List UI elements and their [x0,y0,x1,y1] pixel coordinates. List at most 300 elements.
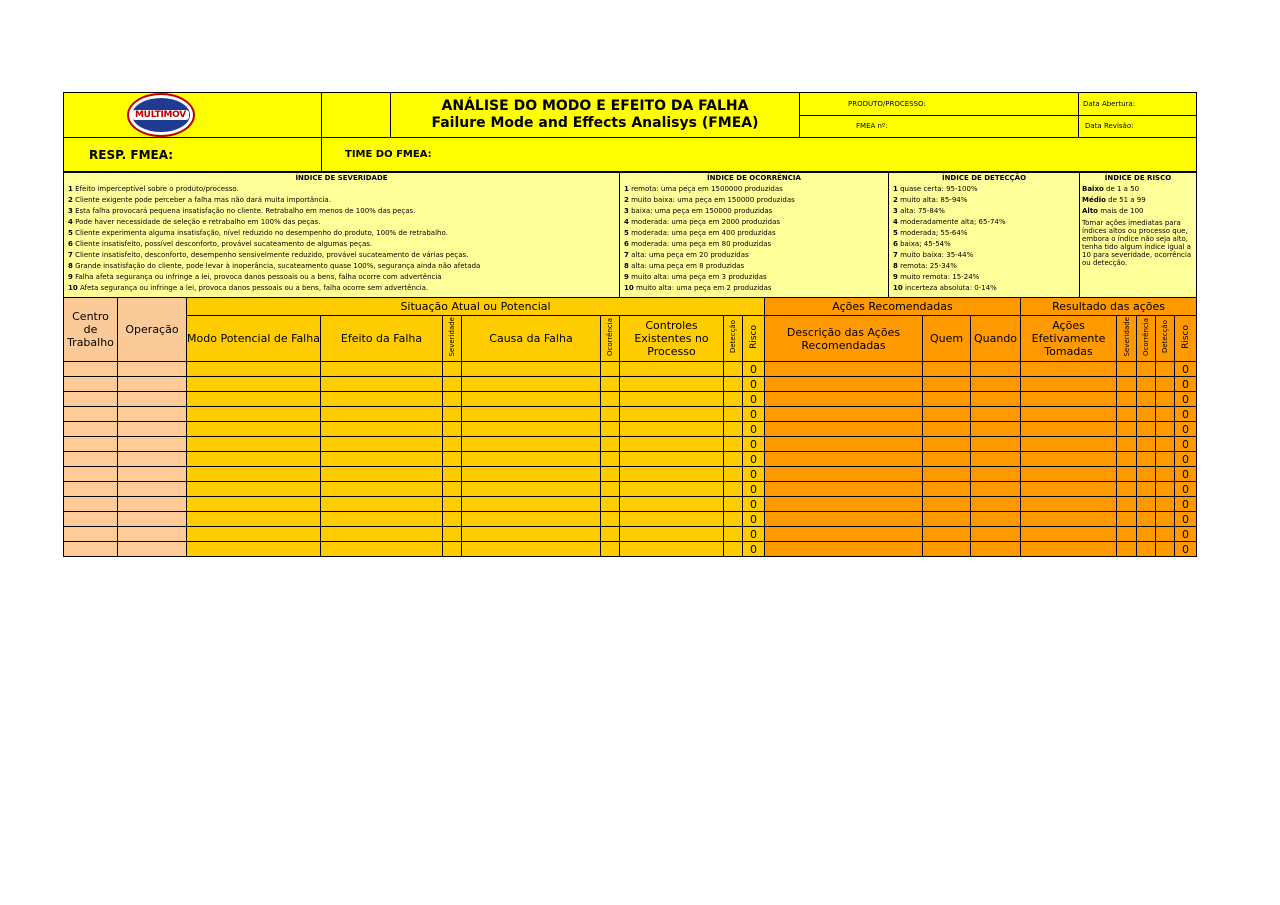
risco-cell[interactable]: 0 [743,482,765,497]
table-cell[interactable] [118,467,187,482]
table-cell[interactable] [1021,482,1117,497]
table-cell[interactable] [187,437,321,452]
table-cell[interactable] [923,377,971,392]
risco-result-cell[interactable]: 0 [1175,452,1197,467]
table-cell[interactable] [1156,452,1175,467]
group-acoes: Ações Recomendadas [765,298,1021,316]
table-cell[interactable] [64,377,118,392]
table-cell[interactable] [724,452,743,467]
table-cell[interactable] [462,482,601,497]
table-cell[interactable] [1156,407,1175,422]
table-cell[interactable] [1117,422,1137,437]
ocorrencia-item: 2 muito baixa: uma peça em 150000 produzidas [624,196,795,204]
table-cell[interactable] [971,482,1021,497]
table-cell[interactable] [443,377,462,392]
table-cell[interactable] [443,422,462,437]
table-cell[interactable] [1156,512,1175,527]
table-cell[interactable] [187,392,321,407]
table-row [64,527,1197,542]
table-cell[interactable] [1021,497,1117,512]
table-cell[interactable] [1137,377,1156,392]
deteccao-item: 6 baixa; 45-54% [893,240,951,248]
table-cell[interactable] [620,482,724,497]
table-row [64,437,1197,452]
table-cell[interactable] [971,527,1021,542]
table-cell[interactable] [601,452,620,467]
table-cell[interactable] [1021,452,1117,467]
ocorrencia-item: 5 moderada: uma peça em 400 produzidas [624,229,776,237]
table-cell[interactable] [620,407,724,422]
table-cell[interactable] [923,527,971,542]
table-cell[interactable] [601,377,620,392]
table-cell[interactable] [765,437,923,452]
severidade-item: 4 Pode haver necessidade de seleção e retrabalho em 100% das peças. [68,218,321,226]
table-cell[interactable] [1137,362,1156,377]
severidade-item: 5 Cliente experimenta alguma insatisfação, nível reduzido no desempenho do produto, 100% de retrabalho. [68,229,448,237]
table-cell[interactable] [971,422,1021,437]
table-cell[interactable] [64,467,118,482]
col-efeito-falha: Efeito da Falha [321,316,443,362]
table-cell[interactable] [1021,527,1117,542]
table-cell[interactable] [1156,497,1175,512]
table-cell[interactable] [118,542,187,557]
table-cell[interactable] [321,362,443,377]
table-cell[interactable] [765,362,923,377]
table-cell[interactable] [118,527,187,542]
table-cell[interactable] [601,437,620,452]
table-cell[interactable] [187,422,321,437]
table-cell[interactable] [1021,362,1117,377]
table-cell[interactable] [443,527,462,542]
ocorrencia-item: 9 muito alta: uma peça em 3 produzidas [624,273,767,281]
table-cell[interactable] [765,407,923,422]
indices-table [63,172,1197,298]
risco-note: Tomar ações imediatas para índices altos ou processo que, embora o índice não seja alto, tenha tido algum índice igual a 10 para severidade, ocorrência ou detecção. [1082,219,1192,267]
table-row [64,497,1197,512]
table-cell[interactable] [1117,467,1137,482]
table-cell[interactable] [64,482,118,497]
table-cell[interactable] [724,497,743,512]
table-cell[interactable] [765,422,923,437]
table-cell[interactable] [321,542,443,557]
deteccao-item: 7 muito baixa: 35-44% [893,251,974,259]
deteccao-item: 2 muito alta: 85-94% [893,196,968,204]
data-revisao-field[interactable]: Data Revisão: [1079,115,1197,138]
table-cell[interactable] [1117,542,1137,557]
table-cell[interactable] [187,497,321,512]
table-cell[interactable] [971,512,1021,527]
table-cell[interactable] [601,407,620,422]
table-cell[interactable] [443,392,462,407]
risco-cell[interactable]: 0 [743,527,765,542]
table-cell[interactable] [601,512,620,527]
table-cell[interactable] [64,422,118,437]
table-cell[interactable] [1137,452,1156,467]
table-cell[interactable] [1156,437,1175,452]
table-cell[interactable] [1156,467,1175,482]
table-cell[interactable] [1117,452,1137,467]
fmea-table [63,297,1197,557]
table-cell[interactable] [321,527,443,542]
table-cell[interactable] [971,497,1021,512]
table-cell[interactable] [1021,467,1117,482]
title-en: Failure Mode and Effects Analisys (FMEA) [431,115,759,131]
table-cell[interactable] [1021,437,1117,452]
table-cell[interactable] [443,542,462,557]
risco-cell[interactable]: 0 [743,452,765,467]
table-cell[interactable] [620,452,724,467]
table-cell[interactable] [601,467,620,482]
table-cell[interactable] [443,452,462,467]
risco-result-cell[interactable]: 0 [1175,467,1197,482]
table-cell[interactable] [64,512,118,527]
table-cell[interactable] [923,542,971,557]
title-cell [391,93,800,138]
col-ocorrencia: Ocorrência [601,316,620,362]
risco-result-cell[interactable]: 0 [1175,362,1197,377]
risco-result-cell[interactable]: 0 [1175,527,1197,542]
table-cell[interactable] [601,362,620,377]
table-cell[interactable] [443,407,462,422]
table-cell[interactable] [923,497,971,512]
table-cell[interactable] [724,512,743,527]
table-cell[interactable] [620,467,724,482]
table-cell[interactable] [1021,542,1117,557]
col-descricao-acoes: Descrição das Ações Recomendadas [765,316,923,362]
table-cell[interactable] [118,392,187,407]
risco-result-cell[interactable]: 0 [1175,437,1197,452]
table-cell[interactable] [923,482,971,497]
ocorrencia-item: 8 alta: uma peça em 8 produzidas [624,262,745,270]
ocorrencia-item: 1 remota: uma peça em 1500000 produzidas [624,185,783,193]
col-causa-falha: Causa da Falha [462,316,601,362]
table-cell[interactable] [1137,467,1156,482]
table-cell[interactable] [1137,527,1156,542]
table-cell[interactable] [187,377,321,392]
table-cell[interactable] [1137,497,1156,512]
table-cell[interactable] [601,497,620,512]
table-cell[interactable] [64,527,118,542]
ocorrencia-item: 3 baixa: uma peça em 150000 produzidas [624,207,773,215]
risco-result-cell[interactable]: 0 [1175,377,1197,392]
table-cell[interactable] [601,482,620,497]
table-cell[interactable] [620,392,724,407]
table-row [64,377,1197,392]
table-cell[interactable] [443,497,462,512]
title-pt: ANÁLISE DO MODO E EFEITO DA FALHA [441,98,749,114]
table-cell[interactable] [601,527,620,542]
table-cell[interactable] [462,407,601,422]
risco-cell[interactable]: 0 [743,392,765,407]
table-cell[interactable] [64,542,118,557]
severidade-item: 1 Efeito imperceptível sobre o produto/processo. [68,185,239,193]
table-cell[interactable] [1156,422,1175,437]
table-cell[interactable] [321,467,443,482]
table-cell[interactable] [765,482,923,497]
table-cell[interactable] [1137,422,1156,437]
table-cell[interactable] [971,467,1021,482]
table-cell[interactable] [620,497,724,512]
table-cell[interactable] [765,527,923,542]
table-cell[interactable] [462,452,601,467]
severidade-item: 6 Cliente insatisfeito, possível desconforto, provável sucateamento de algumas peças. [68,240,373,248]
col-severidade: Severidade [443,316,462,362]
table-cell[interactable] [1137,512,1156,527]
table-cell[interactable] [321,437,443,452]
table-cell[interactable] [462,542,601,557]
table-cell[interactable] [620,437,724,452]
table-cell[interactable] [462,467,601,482]
table-cell[interactable] [724,467,743,482]
table-cell[interactable] [187,452,321,467]
table-cell[interactable] [1137,437,1156,452]
table-cell[interactable] [1117,437,1137,452]
table-cell[interactable] [321,512,443,527]
table-cell[interactable] [443,467,462,482]
table-cell[interactable] [1117,362,1137,377]
ocorrencia-item: 4 moderada: uma peça em 2000 produzidas [624,218,781,226]
table-cell[interactable] [321,452,443,467]
table-cell[interactable] [118,452,187,467]
table-cell[interactable] [1021,377,1117,392]
table-cell[interactable] [620,527,724,542]
table-cell[interactable] [187,512,321,527]
table-cell[interactable] [765,512,923,527]
deteccao-item: 1 quase certa: 95-100% [893,185,978,193]
table-cell[interactable] [620,512,724,527]
table-cell[interactable] [118,422,187,437]
table-cell[interactable] [187,407,321,422]
table-cell[interactable] [1021,422,1117,437]
table-cell[interactable] [1021,512,1117,527]
table-cell[interactable] [724,362,743,377]
table-cell[interactable] [321,497,443,512]
risco-cell[interactable]: 0 [743,407,765,422]
severidade-item: 8 Grande insatisfação do cliente, pode levar à inoperância, sucateamento quase 100%, segurança ainda não afetada [68,262,481,270]
table-cell[interactable] [118,482,187,497]
risco-cell[interactable]: 0 [743,542,765,557]
risco-result-cell[interactable]: 0 [1175,392,1197,407]
res-col-severidade: Severidade [1117,316,1137,362]
table-cell[interactable] [1156,362,1175,377]
table-cell[interactable] [64,362,118,377]
table-cell[interactable] [971,362,1021,377]
table-cell[interactable] [64,392,118,407]
risco-cell[interactable]: 0 [743,377,765,392]
severidade-item: 7 Cliente insatisfeito, desconforto, desempenho sensivelmente reduzido, provável sucateamento de várias peças. [68,251,469,259]
table-cell[interactable] [1117,497,1137,512]
risco-cell[interactable]: 0 [743,422,765,437]
table-cell[interactable] [64,497,118,512]
table-cell[interactable] [1156,392,1175,407]
table-cell[interactable] [971,452,1021,467]
risco-result-cell[interactable]: 0 [1175,407,1197,422]
table-cell[interactable] [462,377,601,392]
table-cell[interactable] [765,497,923,512]
risco-result-cell[interactable]: 0 [1175,542,1197,557]
table-cell[interactable] [1137,542,1156,557]
table-cell[interactable] [1117,407,1137,422]
deteccao-item: 9 muito remota: 15-24% [893,273,980,281]
risco-cell[interactable]: 0 [743,362,765,377]
table-cell[interactable] [724,482,743,497]
table-cell[interactable] [462,362,601,377]
risco-item: Alto mais de 100 [1082,207,1144,215]
table-cell[interactable] [971,407,1021,422]
table-cell[interactable] [321,422,443,437]
table-cell[interactable] [118,497,187,512]
table-row [64,392,1197,407]
table-cell[interactable] [620,542,724,557]
table-cell[interactable] [1137,392,1156,407]
severidade-item: 2 Cliente exigente pode perceber a falha mas não dará muita importância. [68,196,331,204]
table-cell[interactable] [923,452,971,467]
risco-result-cell[interactable]: 0 [1175,512,1197,527]
table-cell[interactable] [923,407,971,422]
col-quando: Quando [971,316,1021,362]
table-cell[interactable] [724,542,743,557]
table-cell[interactable] [724,392,743,407]
table-cell[interactable] [187,527,321,542]
table-cell[interactable] [1021,407,1117,422]
table-cell[interactable] [724,377,743,392]
table-cell[interactable] [1117,392,1137,407]
table-cell[interactable] [462,497,601,512]
table-cell[interactable] [1117,377,1137,392]
severidade-item: 3 Esta falha provocará pequena insatisfação no cliente. Retrabalho em menos de 100% das peças. [68,207,416,215]
table-cell[interactable] [1156,377,1175,392]
table-cell[interactable] [971,437,1021,452]
risco-cell[interactable]: 0 [743,497,765,512]
table-cell[interactable] [118,377,187,392]
table-cell[interactable] [765,542,923,557]
data-abertura-field[interactable]: Data Abertura: [1079,93,1197,116]
table-cell[interactable] [601,542,620,557]
deteccao-item: 4 moderadamente alta; 65-74% [893,218,1006,226]
table-row [64,512,1197,527]
group-situacao: Situação Atual ou Potencial [187,298,765,316]
table-cell[interactable] [620,362,724,377]
table-cell[interactable] [1156,482,1175,497]
table-cell[interactable] [64,437,118,452]
table-cell[interactable] [443,482,462,497]
col-operacao: Operação [118,298,187,362]
time-fmea-field[interactable]: TIME DO FMEA: [322,138,1197,172]
col-controles: Controles Existentes no Processo [620,316,724,362]
table-cell[interactable] [321,392,443,407]
table-cell[interactable] [321,407,443,422]
table-cell[interactable] [462,512,601,527]
table-cell[interactable] [187,467,321,482]
table-cell[interactable] [1021,392,1117,407]
fmea-number-field[interactable]: FMEA nº: [800,115,1079,138]
table-cell[interactable] [1156,542,1175,557]
table-cell[interactable] [462,392,601,407]
table-cell[interactable] [923,392,971,407]
ocorrencia-item: 7 alta: uma peça em 20 produzidas [624,251,749,259]
table-cell[interactable] [1137,482,1156,497]
table-cell[interactable] [971,392,1021,407]
table-cell[interactable] [923,512,971,527]
table-cell[interactable] [443,437,462,452]
table-cell[interactable] [724,527,743,542]
table-cell[interactable] [620,377,724,392]
deteccao-item: 3 alta: 75-84% [893,207,945,215]
table-cell[interactable] [462,527,601,542]
resp-fmea-field[interactable]: RESP. FMEA: [64,138,322,172]
table-cell[interactable] [765,392,923,407]
table-cell[interactable] [187,542,321,557]
table-cell[interactable] [187,362,321,377]
table-cell[interactable] [1117,527,1137,542]
table-cell[interactable] [462,422,601,437]
table-cell[interactable] [923,362,971,377]
table-cell[interactable] [971,542,1021,557]
table-cell[interactable] [971,377,1021,392]
table-cell[interactable] [1117,482,1137,497]
table-cell[interactable] [321,377,443,392]
table-cell[interactable] [1117,512,1137,527]
table-cell[interactable] [601,392,620,407]
table-cell[interactable] [1137,407,1156,422]
deteccao-item: 8 remota: 25-34% [893,262,957,270]
table-cell[interactable] [724,407,743,422]
table-cell[interactable] [64,452,118,467]
table-cell[interactable] [923,422,971,437]
table-cell[interactable] [118,407,187,422]
table-cell[interactable] [601,422,620,437]
risco-result-cell[interactable]: 0 [1175,497,1197,512]
table-cell[interactable] [923,437,971,452]
col-quem: Quem [923,316,971,362]
risco-item: Médio de 51 a 99 [1082,196,1146,204]
table-cell[interactable] [1156,527,1175,542]
table-cell[interactable] [443,512,462,527]
risco-result-cell[interactable]: 0 [1175,482,1197,497]
table-row [64,542,1197,557]
risco-cell[interactable]: 0 [743,467,765,482]
table-cell[interactable] [620,422,724,437]
logo-cell [64,93,322,138]
col-acoes-tomadas: Ações Efetivamente Tomadas [1021,316,1117,362]
ocorrencia-item: 6 moderada: uma peça em 80 produzidas [624,240,772,248]
res-col-deteccao: Detecção [1156,316,1175,362]
risco-result-cell[interactable]: 0 [1175,422,1197,437]
table-cell[interactable] [724,422,743,437]
table-row [64,422,1197,437]
table-cell[interactable] [118,437,187,452]
deteccao-item: 10 incerteza absoluta: 0-14% [893,284,997,292]
table-cell[interactable] [64,407,118,422]
table-cell[interactable] [118,512,187,527]
table-cell[interactable] [923,467,971,482]
produto-field[interactable]: PRODUTO/PROCESSO: [800,93,1079,116]
table-cell[interactable] [724,437,743,452]
table-cell[interactable] [765,377,923,392]
table-cell[interactable] [765,452,923,467]
table-cell[interactable] [443,362,462,377]
risco-cell[interactable]: 0 [743,437,765,452]
table-cell[interactable] [321,482,443,497]
table-cell[interactable] [187,482,321,497]
risco-cell[interactable]: 0 [743,512,765,527]
col-deteccao: Detecção [724,316,743,362]
table-cell[interactable] [118,362,187,377]
table-cell[interactable] [462,437,601,452]
table-row [64,482,1197,497]
table-cell[interactable] [765,467,923,482]
col-centro-trabalho: Centro de Trabalho [64,298,118,362]
